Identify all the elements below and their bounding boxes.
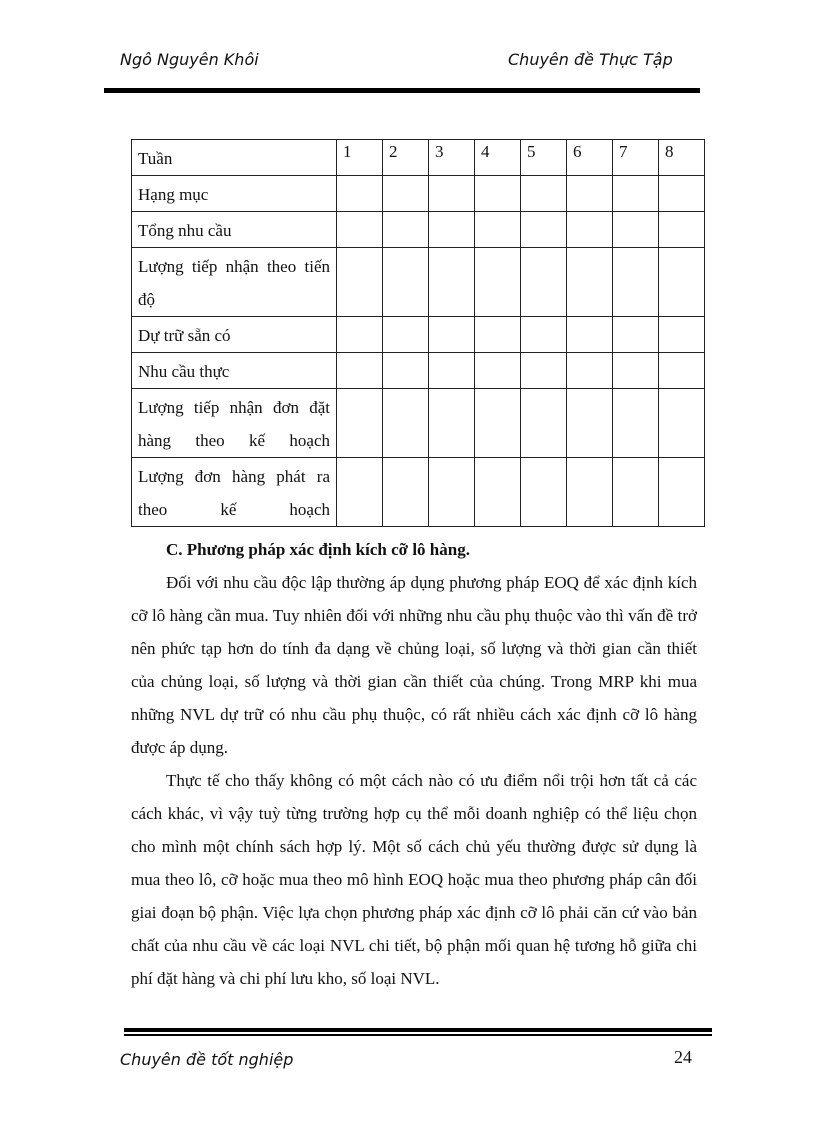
table-cell — [521, 389, 567, 458]
table-cell — [613, 248, 659, 317]
table-cell — [429, 458, 475, 527]
table-cell — [475, 458, 521, 527]
page-number: 24 — [674, 1047, 692, 1067]
table-cell — [475, 389, 521, 458]
table-cell — [521, 458, 567, 527]
table-cell — [429, 248, 475, 317]
header-rule — [104, 88, 700, 93]
table-header-cell: 4 — [475, 140, 521, 176]
footer-rule-thin — [124, 1034, 712, 1036]
table-cell — [613, 212, 659, 248]
table-cell — [567, 248, 613, 317]
table-row — [132, 176, 705, 212]
table-cell — [337, 176, 383, 212]
table-cell — [521, 248, 567, 317]
section-heading: C. Phương pháp xác định kích cỡ lô hàng. — [166, 540, 470, 559]
table-row-label: Tổng nhu cầu — [132, 212, 337, 248]
table-header-cell: 7 — [613, 140, 659, 176]
table-cell — [521, 212, 567, 248]
table-cell — [659, 212, 705, 248]
table-header-cell: 8 — [659, 140, 705, 176]
table-header-cell: 1 — [337, 140, 383, 176]
mrp-plan-table — [131, 139, 705, 527]
table-cell — [337, 212, 383, 248]
table-header-cell: 2 — [383, 140, 429, 176]
table-row — [132, 389, 705, 458]
table-row-label-text: Lượng tiếp nhận đơn đặt hàng theo kế hoạch — [138, 398, 330, 450]
footer-rule — [124, 1028, 712, 1032]
header-author: Ngô Nguyên Khôi — [120, 50, 259, 69]
table-cell — [383, 212, 429, 248]
table-row — [132, 248, 705, 317]
table-cell — [429, 389, 475, 458]
table-cell — [659, 248, 705, 317]
table-cell — [613, 317, 659, 353]
table-row-label — [132, 248, 337, 317]
footer-label: Chuyên đề tốt nghiệp — [120, 1050, 294, 1069]
paragraph: Đối với nhu cầu độc lập thường áp dụng phương pháp EOQ để xác định kích cỡ lô hàng cần mua. Tuy nhiên đối với những nhu cầu phụ thuộc vào thì vấn đề trở nên phức tạp hơn do tính đa dạng về chủng loại, số lượng và thời gian cần thiết của chủng loại, số lượng và thời gian cần thiết của chúng. Trong MRP khi mua những NVL dự trữ có nhu cầu phụ thuộc, có rất nhiều cách xác định cỡ lô hàng được áp dụng. — [131, 573, 697, 757]
table-cell — [429, 353, 475, 389]
table-row-label: Dự trữ sẵn có — [132, 317, 337, 353]
table-row-label: Nhu cầu thực — [132, 353, 337, 389]
table-cell — [475, 212, 521, 248]
table-cell — [337, 458, 383, 527]
table-row-label: Hạng mục — [132, 176, 337, 212]
table-row-label — [132, 458, 337, 527]
table-header-row — [132, 140, 705, 176]
table-header-cell: 3 — [429, 140, 475, 176]
table-cell — [337, 353, 383, 389]
table-cell — [659, 353, 705, 389]
table-cell — [521, 353, 567, 389]
table-cell — [475, 248, 521, 317]
table-cell — [429, 212, 475, 248]
table-row-label — [132, 389, 337, 458]
header-doc-title: Chuyên đề Thực Tập — [508, 50, 673, 69]
table-cell — [429, 176, 475, 212]
section-body — [131, 533, 697, 995]
table-cell — [567, 317, 613, 353]
table-cell — [475, 317, 521, 353]
table-row-label-text: Lượng đơn hàng phát ra theo kế hoạch — [138, 467, 330, 519]
table-cell — [337, 317, 383, 353]
table-cell — [567, 389, 613, 458]
table-cell — [659, 176, 705, 212]
table-header-cell: 5 — [521, 140, 567, 176]
table-cell — [613, 458, 659, 527]
table-cell — [337, 389, 383, 458]
table-cell — [383, 176, 429, 212]
table-cell — [383, 458, 429, 527]
table-row — [132, 212, 705, 248]
table-cell — [383, 353, 429, 389]
table-cell — [567, 212, 613, 248]
table-row — [132, 317, 705, 353]
table-cell — [383, 389, 429, 458]
table-cell — [659, 389, 705, 458]
table-cell — [383, 317, 429, 353]
table-header-cell: 6 — [567, 140, 613, 176]
table-cell — [521, 176, 567, 212]
table-header-cell: Tuần — [132, 140, 337, 176]
table-cell — [475, 176, 521, 212]
table-cell — [429, 317, 475, 353]
table-cell — [567, 458, 613, 527]
table-cell — [475, 353, 521, 389]
table-cell — [521, 317, 567, 353]
table-cell — [613, 353, 659, 389]
table-row — [132, 353, 705, 389]
table-cell — [613, 389, 659, 458]
paragraph: Thực tế cho thấy không có một cách nào có ưu điểm nổi trội hơn tất cả các cách khác, vì vậy tuỳ từng trường hợp cụ thể mỗi doanh nghiệp có thể liệu chọn cho mình một chính sách hợp lý. Một số cách chủ yếu thường được sử dụng là mua theo lô, cỡ hoặc mua theo mô hình EOQ hoặc mua theo phương pháp cân đối giai đoạn bộ phận. Việc lựa chọn phương pháp xác định cỡ lô phải căn cứ vào bản chất của nhu cầu về các loại NVL chi tiết, bộ phận mối quan hệ tương hỗ giữa chi phí đặt hàng và chi phí lưu kho, số loại NVL. — [131, 771, 697, 988]
table-cell — [337, 248, 383, 317]
table-cell — [659, 458, 705, 527]
table-cell — [567, 176, 613, 212]
table-cell — [659, 317, 705, 353]
table-row — [132, 458, 705, 527]
table-cell — [613, 176, 659, 212]
table-cell — [383, 248, 429, 317]
table-row-label-text: Lượng tiếp nhận theo tiến độ — [138, 257, 330, 309]
table-cell — [567, 353, 613, 389]
